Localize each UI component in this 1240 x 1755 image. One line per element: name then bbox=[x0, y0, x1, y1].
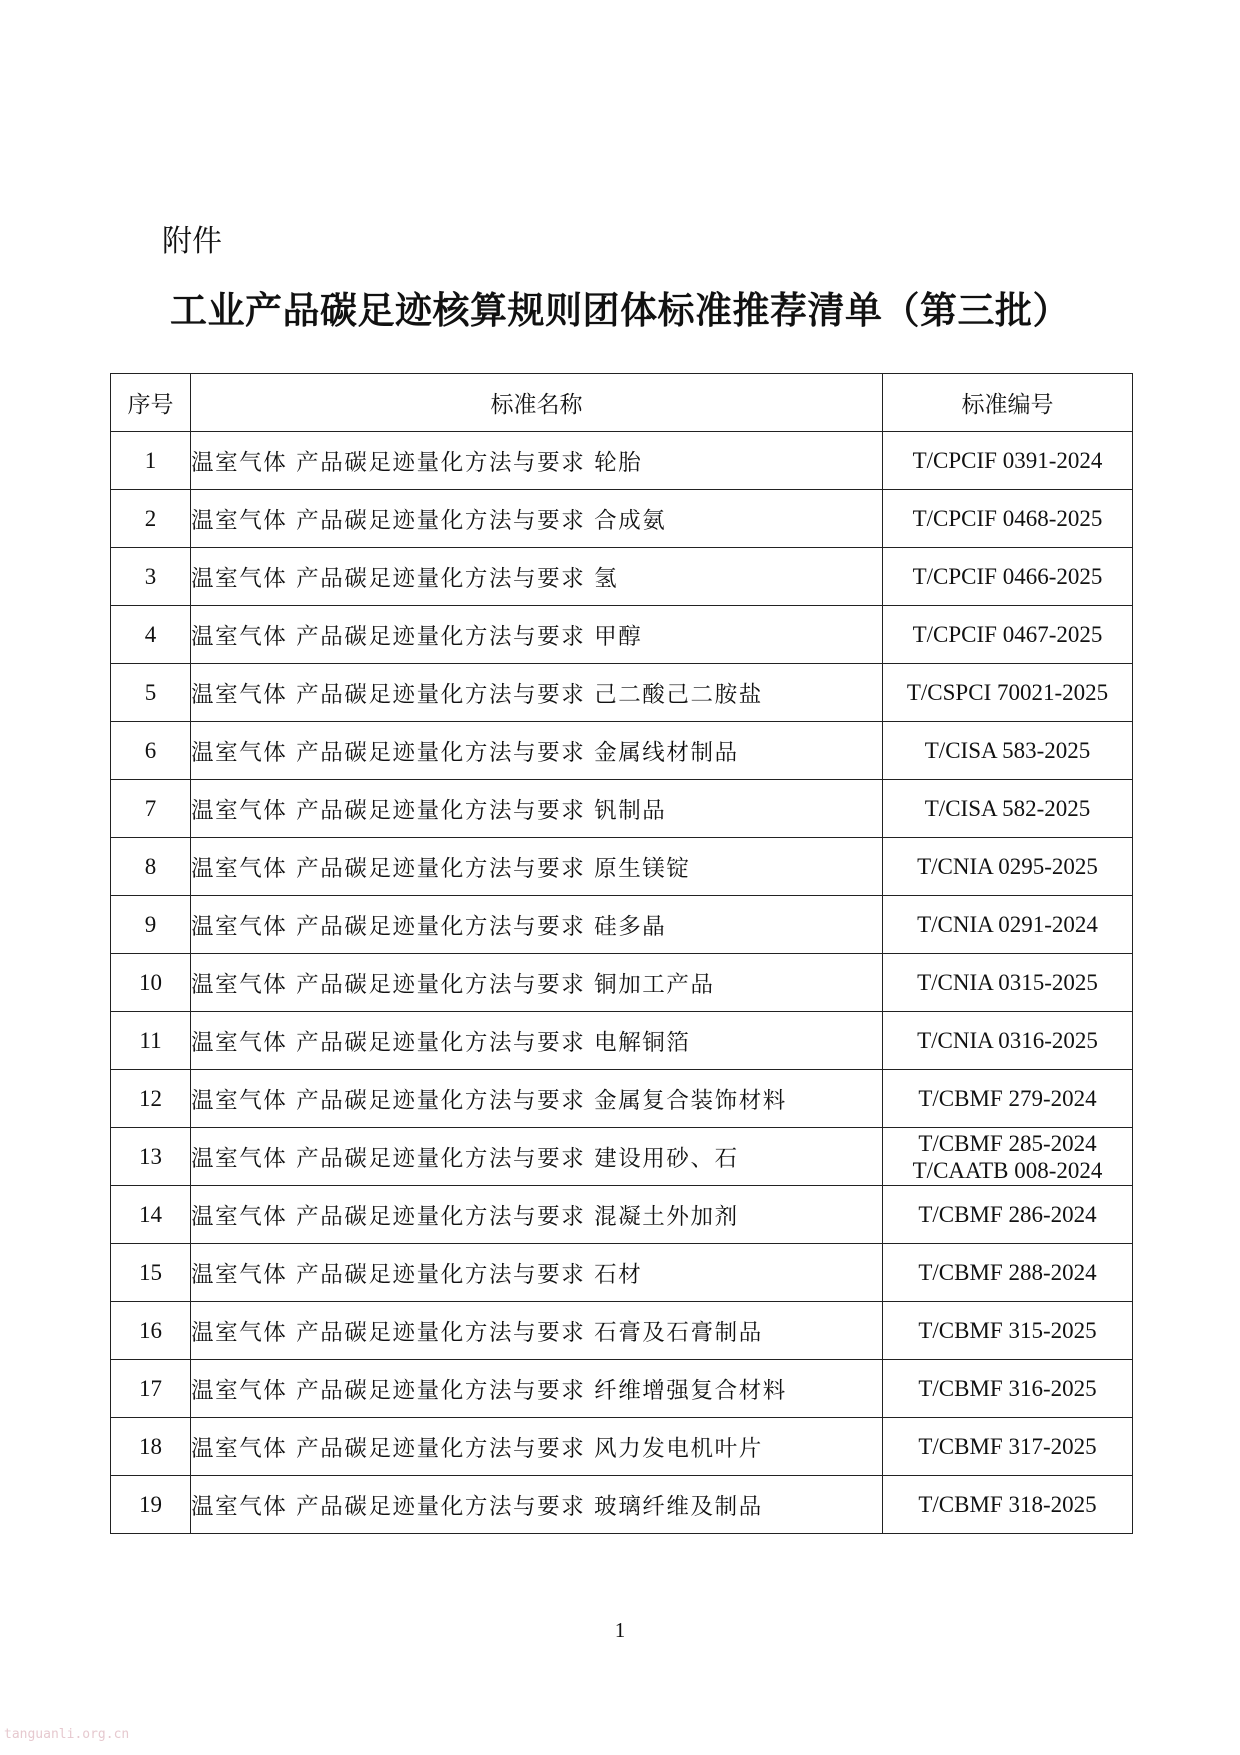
table-row bbox=[111, 1360, 1133, 1418]
standard-code bbox=[883, 606, 1133, 664]
table-header-row bbox=[111, 374, 1133, 432]
page-number: 1 bbox=[614, 1618, 626, 1642]
row-number: 19 bbox=[111, 1476, 191, 1534]
standard-name: 温室气体 产品碳足迹量化方法与要求 混凝土外加剂 bbox=[191, 1186, 883, 1244]
standard-code-line: T/CBMF 318-2025 bbox=[918, 1492, 1097, 1517]
standard-code-line: T/CISA 582-2025 bbox=[924, 796, 1091, 821]
attachment-label: 附件 bbox=[162, 224, 222, 259]
table-row bbox=[111, 664, 1133, 722]
standard-name: 温室气体 产品碳足迹量化方法与要求 己二酸己二胺盐 bbox=[191, 664, 883, 722]
table-row bbox=[111, 896, 1133, 954]
standard-name: 温室气体 产品碳足迹量化方法与要求 风力发电机叶片 bbox=[191, 1418, 883, 1476]
row-number: 12 bbox=[111, 1070, 191, 1128]
table-row bbox=[111, 1244, 1133, 1302]
standard-code-line: T/CBMF 279-2024 bbox=[918, 1086, 1097, 1111]
row-number: 14 bbox=[111, 1186, 191, 1244]
row-number: 1 bbox=[111, 432, 191, 490]
site-watermark: tanguanli.org.cn bbox=[4, 1727, 130, 1742]
standard-code bbox=[883, 896, 1133, 954]
table-row bbox=[111, 432, 1133, 490]
table-row bbox=[111, 780, 1133, 838]
standard-code bbox=[883, 1070, 1133, 1128]
standard-code bbox=[883, 1128, 1133, 1186]
table-row bbox=[111, 548, 1133, 606]
standard-code bbox=[883, 432, 1133, 490]
row-number: 6 bbox=[111, 722, 191, 780]
standard-code-line: T/CBMF 285-2024 bbox=[918, 1130, 1097, 1156]
table-row bbox=[111, 1070, 1133, 1128]
standard-code-line: T/CBMF 315-2025 bbox=[918, 1318, 1097, 1343]
standard-code-line: T/CBMF 288-2024 bbox=[918, 1260, 1097, 1285]
row-number: 13 bbox=[111, 1128, 191, 1186]
standard-name: 温室气体 产品碳足迹量化方法与要求 玻璃纤维及制品 bbox=[191, 1476, 883, 1534]
row-number: 8 bbox=[111, 838, 191, 896]
standard-name: 温室气体 产品碳足迹量化方法与要求 建设用砂、石 bbox=[191, 1128, 883, 1186]
standard-code-line: T/CNIA 0315-2025 bbox=[917, 970, 1098, 995]
standard-code bbox=[883, 1476, 1133, 1534]
standard-code-line: T/CISA 583-2025 bbox=[924, 738, 1091, 763]
standard-code-line: T/CAATB 008-2024 bbox=[912, 1157, 1103, 1183]
standard-name: 温室气体 产品碳足迹量化方法与要求 氢 bbox=[191, 548, 883, 606]
table-row bbox=[111, 838, 1133, 896]
row-number: 3 bbox=[111, 548, 191, 606]
standard-name: 温室气体 产品碳足迹量化方法与要求 硅多晶 bbox=[191, 896, 883, 954]
standard-code bbox=[883, 664, 1133, 722]
table-row bbox=[111, 1128, 1133, 1186]
table-body bbox=[111, 432, 1133, 1534]
standard-code bbox=[883, 1012, 1133, 1070]
standard-name: 温室气体 产品碳足迹量化方法与要求 金属线材制品 bbox=[191, 722, 883, 780]
row-number: 10 bbox=[111, 954, 191, 1012]
standard-code bbox=[883, 548, 1133, 606]
standard-name: 温室气体 产品碳足迹量化方法与要求 铜加工产品 bbox=[191, 954, 883, 1012]
standard-code-line: T/CBMF 316-2025 bbox=[918, 1376, 1097, 1401]
standard-code bbox=[883, 722, 1133, 780]
standard-code-line: T/CNIA 0291-2024 bbox=[917, 912, 1098, 937]
standard-name: 温室气体 产品碳足迹量化方法与要求 石膏及石膏制品 bbox=[191, 1302, 883, 1360]
standard-name: 温室气体 产品碳足迹量化方法与要求 电解铜箔 bbox=[191, 1012, 883, 1070]
row-number: 7 bbox=[111, 780, 191, 838]
standard-code bbox=[883, 490, 1133, 548]
standard-code bbox=[883, 1418, 1133, 1476]
row-number: 17 bbox=[111, 1360, 191, 1418]
table-row bbox=[111, 1186, 1133, 1244]
standard-code-line: T/CNIA 0295-2025 bbox=[917, 854, 1098, 879]
standards-table bbox=[110, 373, 1133, 1534]
standard-code bbox=[883, 1360, 1133, 1418]
header-number: 序号 bbox=[111, 374, 191, 432]
header-standard-name: 标准名称 bbox=[191, 374, 883, 432]
row-number: 11 bbox=[111, 1012, 191, 1070]
table-row bbox=[111, 490, 1133, 548]
standard-code-line: T/CPCIF 0466-2025 bbox=[912, 564, 1103, 589]
standard-code-line: T/CPCIF 0468-2025 bbox=[912, 506, 1103, 531]
standard-name: 温室气体 产品碳足迹量化方法与要求 轮胎 bbox=[191, 432, 883, 490]
standard-code bbox=[883, 780, 1133, 838]
standard-code-line: T/CPCIF 0467-2025 bbox=[912, 622, 1103, 647]
row-number: 4 bbox=[111, 606, 191, 664]
standard-code bbox=[883, 838, 1133, 896]
standard-name: 温室气体 产品碳足迹量化方法与要求 石材 bbox=[191, 1244, 883, 1302]
standard-name: 温室气体 产品碳足迹量化方法与要求 甲醇 bbox=[191, 606, 883, 664]
standard-code bbox=[883, 1244, 1133, 1302]
standard-name: 温室气体 产品碳足迹量化方法与要求 金属复合装饰材料 bbox=[191, 1070, 883, 1128]
table-row bbox=[111, 1302, 1133, 1360]
row-number: 2 bbox=[111, 490, 191, 548]
row-number: 5 bbox=[111, 664, 191, 722]
table-row bbox=[111, 722, 1133, 780]
standard-code-line: T/CPCIF 0391-2024 bbox=[912, 448, 1103, 473]
standard-code-line: T/CBMF 286-2024 bbox=[918, 1202, 1097, 1227]
table-row bbox=[111, 1012, 1133, 1070]
standard-code-line: T/CBMF 317-2025 bbox=[918, 1434, 1097, 1459]
header-standard-code: 标准编号 bbox=[883, 374, 1133, 432]
standard-code bbox=[883, 1302, 1133, 1360]
standard-code bbox=[883, 954, 1133, 1012]
document-title: 工业产品碳足迹核算规则团体标准推荐清单（第三批） bbox=[170, 289, 1070, 332]
standard-code-line: T/CNIA 0316-2025 bbox=[917, 1028, 1098, 1053]
row-number: 9 bbox=[111, 896, 191, 954]
row-number: 18 bbox=[111, 1418, 191, 1476]
standard-name: 温室气体 产品碳足迹量化方法与要求 纤维增强复合材料 bbox=[191, 1360, 883, 1418]
standard-code-line: T/CSPCI 70021-2025 bbox=[906, 680, 1109, 705]
table-row bbox=[111, 606, 1133, 664]
standard-name: 温室气体 产品碳足迹量化方法与要求 钒制品 bbox=[191, 780, 883, 838]
standard-name: 温室气体 产品碳足迹量化方法与要求 合成氨 bbox=[191, 490, 883, 548]
table-row bbox=[111, 1476, 1133, 1534]
row-number: 16 bbox=[111, 1302, 191, 1360]
standard-code bbox=[883, 1186, 1133, 1244]
row-number: 15 bbox=[111, 1244, 191, 1302]
table-row bbox=[111, 954, 1133, 1012]
table-row bbox=[111, 1418, 1133, 1476]
standard-name: 温室气体 产品碳足迹量化方法与要求 原生镁锭 bbox=[191, 838, 883, 896]
